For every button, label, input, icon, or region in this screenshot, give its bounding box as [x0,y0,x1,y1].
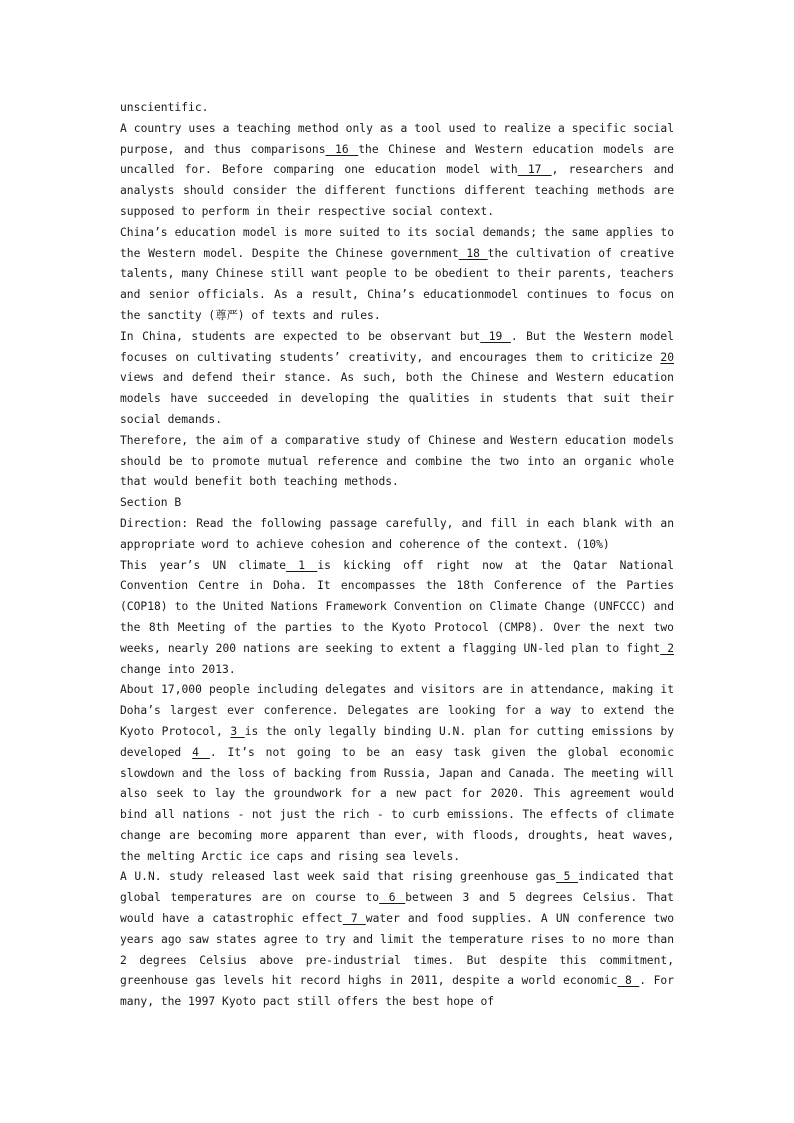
text-run: A country uses a teaching method only as a tool used to realize a specific social purpose, and thus comparisons [120,121,674,156]
text-run: . For many, the 1997 Kyoto pact still offers the best hope of [120,974,674,1009]
paragraph-3 [120,223,674,327]
text-run: unscientific. [120,101,209,114]
text-run: This year’s UN climate [120,558,287,572]
text-run: is kicking off right now at the Qatar National Convention Centre in Doha. It encompasses the 18th Conference of the Parties (COP18) to the United Nations Framework Convention on Climate Change (UNFCCC) and the 8th Meeting of the parties to the Kyoto Protocol (CMP8). Over the next two weeks, nearly 200 nations are seeking to extent a flagging UN-led plan to fight [120,558,674,655]
text-run: China’s education model is more suited to its social demands; the same applies to the Western model. Despite the Chinese government [120,225,674,260]
paragraph-6 [120,493,674,514]
text-run: the Chinese and Western education models are uncalled for. Before comparing one education model with [120,142,674,177]
text-run: , researchers and analysts should consider the different functions different teaching methods are supposed to perform in their respective social context. [120,163,674,218]
paragraph-4 [120,327,674,431]
blank-underline: 8 [617,974,640,988]
blank-underline: 3 [230,724,245,738]
text-run: . But the Western model focuses on cultivating students’ creativity, and encourages them to criticize [120,329,674,364]
paragraph-10 [120,867,674,1013]
blank-underline: 2 [660,641,674,655]
text-run: Therefore, the aim of a comparative study of Chinese and Western education models should be to promote mutual reference and combine the two into an organic whole that would benefit both teaching methods. [120,433,674,489]
paragraph-9 [120,680,674,867]
paragraph-5 [120,431,674,493]
text-run: is the only legally binding U.N. plan for cutting emissions by developed [120,724,674,759]
text-run: . It’s not going to be an easy task given the global economic slowdown and the loss of backing from Russia, Japan and Canada. The meeting will also seek to lay the groundwork for a new pact for 2020. This agreement would bind all nations - not just the rich - to curb emissions. The effects of climate change are becoming more apparent than ever, with floods, droughts, heat waves, the melting Arctic ice caps and rising sea levels. [120,745,674,863]
blank-underline: 5 [556,870,579,884]
document-page [120,98,674,1013]
text-run: Direction: Read the following passage carefully, and fill in each blank with an appropriate word to achieve cohesion and coherence of the context. (10%) [120,516,674,551]
text-run: between 3 and 5 degrees Celsius. That would have a catastrophic effect [120,891,674,926]
blank-underline: 7 [342,912,366,926]
paragraph-1 [120,98,674,119]
text-run: views and defend their stance. As such, both the Chinese and Western education models have succeeded in developing the qualities in students that suit their social demands. [120,371,674,426]
paragraph-2 [120,119,674,223]
text-run: change into 2013. [120,662,236,676]
paragraph-7 [120,514,674,556]
blank-underline: 16 [325,142,359,156]
text-run: A U.N. study released last week said that rising greenhouse gas [120,870,557,884]
text-run: About 17,000 people including delegates and visitors are in attendance, making it Doha’s largest ever conference. Delegates are looking for a way to extend the Kyoto Protocol, [120,683,674,738]
text-run: Section B [120,496,182,510]
text-run: In China, students are expected to be observant but [120,329,481,343]
blank-underline: 6 [379,891,406,905]
blank-underline: 19 [480,329,511,343]
text-run: the cultivation of creative talents, many Chinese still want people to be obedient to their parents, teachers and senior officials. As a result, China’s educationmodel continues to focus on the sanctity (尊严) of texts and rules. [120,246,675,322]
blank-underline: 1 [286,558,318,572]
text-run: water and food supplies. A UN conference two years ago saw states agree to try and limit the temperature rises to no more than 2 degrees Celsius above pre-industrial times. But despite this commitment, greenhouse gas levels hit record highs in 2011, despite a world economic [120,912,675,988]
blank-underline: 18 [458,246,488,260]
blank-underline: 17 [517,163,552,177]
blank-underline: 20 [660,350,674,364]
blank-underline: 4 [192,745,210,759]
text-run: indicated that global temperatures are on course to [120,870,675,905]
paragraph-8 [120,556,674,681]
